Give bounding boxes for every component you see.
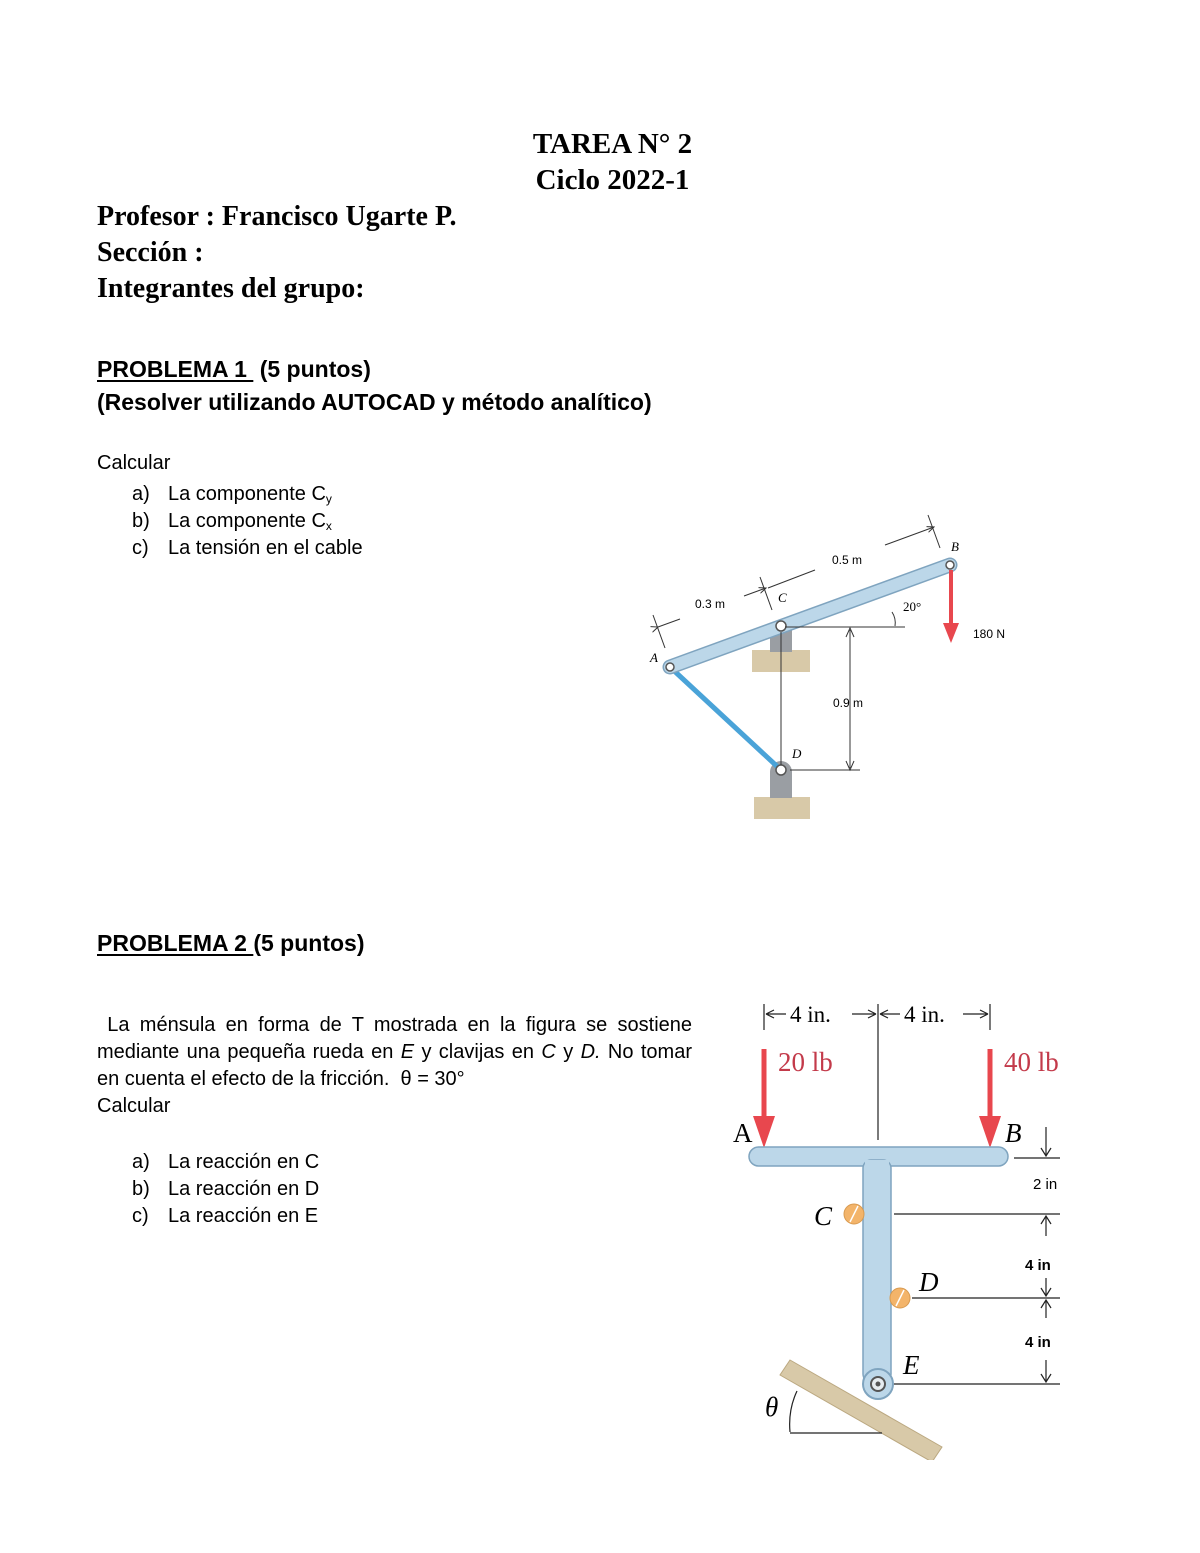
item-label: a) (132, 483, 150, 505)
statement-part: La ménsula en forma de T mostrada en la figura se sostiene mediante una pequeña rueda en (97, 1014, 698, 1063)
force-40-label: 40 lb (1004, 1047, 1059, 1077)
dim-ext-c (760, 577, 772, 610)
document-cycle: Ciclo 2022-1 (535, 164, 690, 196)
dim-e-arrow-down (1041, 1360, 1051, 1382)
item-label: b) (132, 1178, 150, 1200)
problem2-figure (725, 990, 1085, 1460)
dim-right-arrow-l (880, 1010, 900, 1018)
wheel-e-axle (876, 1382, 881, 1387)
point-b-label: B (1005, 1118, 1022, 1148)
point-d-label: D (919, 1267, 939, 1297)
angle-arc (892, 612, 895, 626)
problem1-subheading: (Resolver utilizando AUTOCAD y método analítico) (97, 389, 652, 415)
problem1-figure (640, 505, 1040, 825)
dim-4b-label: 4 in (1025, 1334, 1051, 1351)
force-20-arrowhead (753, 1116, 775, 1148)
item-text: La componente C (168, 483, 326, 505)
problem2-item-b (132, 1176, 319, 1203)
point-c-label: C (778, 590, 787, 605)
problem2-heading-points: (5 puntos) (253, 930, 365, 956)
dim-05-line-right (885, 527, 934, 545)
pin-d (776, 765, 786, 775)
dim-03-line-right (744, 588, 766, 596)
force-40-arrowhead (979, 1116, 1001, 1148)
professor-line: Profesor : Francisco Ugarte P. (97, 201, 457, 232)
pin-b (946, 561, 954, 569)
point-b-label: B (951, 539, 959, 554)
pin-a (666, 663, 674, 671)
theta-arc (790, 1391, 797, 1432)
theta-label: θ (765, 1392, 779, 1422)
item-label: a) (132, 1151, 150, 1173)
item-text: La tensión en el cable (168, 537, 363, 559)
point-a-label: A (733, 1118, 753, 1148)
item-text: La reacción en E (168, 1205, 319, 1227)
item-label: c) (132, 537, 149, 559)
document-title: TAREA N° 2 (532, 128, 693, 160)
dim-2-label: 2 in (1033, 1176, 1058, 1193)
item-text: La reacción en C (168, 1151, 320, 1173)
section-line: Sección : (97, 237, 204, 268)
force-180-arrowhead (943, 623, 959, 643)
problem2-item-c (132, 1203, 318, 1230)
statement-var-c: C (541, 1041, 556, 1063)
problem2-heading-title: PROBLEMA 2 (97, 930, 254, 956)
bracket-stem (863, 1160, 891, 1382)
dim-03-line-left (658, 619, 680, 627)
item-text: La componente C (168, 510, 326, 532)
statement-part: y clavijas en (414, 1041, 542, 1063)
problem1-heading (97, 354, 371, 384)
cable-ad (670, 667, 781, 770)
dim-ext-b (928, 515, 940, 548)
dim-ext-a (653, 615, 665, 648)
angle-label: 20° (903, 599, 922, 614)
dim-c-arrow-up (1041, 1216, 1051, 1236)
force-20-label: 20 lb (778, 1047, 833, 1077)
problem2-item-a (132, 1149, 319, 1176)
problem2-calc: Calcular (97, 1095, 171, 1117)
problem1-heading-points: (5 puntos) (253, 356, 371, 382)
problem2-heading (97, 928, 364, 958)
statement-var-d: D. (580, 1041, 601, 1063)
dim-d-arrow-up (1041, 1300, 1051, 1318)
dim-4a-label: 4 in (1025, 1257, 1051, 1274)
dim-03-label: 0.3 m (695, 597, 726, 611)
point-c-label: C (814, 1201, 833, 1231)
point-e-label: E (903, 1350, 920, 1380)
point-d-label: D (792, 746, 802, 761)
dim-05-line-left (768, 570, 815, 588)
dim-b-arrow-down (1041, 1127, 1051, 1156)
dim-05-label: 0.5 m (832, 553, 863, 567)
problem2-statement (97, 1012, 698, 1120)
force-180-label: 180 N (973, 627, 1006, 641)
pin-c (776, 621, 786, 631)
dim-left-arrow-l (766, 1010, 786, 1018)
statement-part: y (555, 1041, 581, 1063)
statement-part: No tomar en cuenta el efecto de la fricción. θ = 30° (97, 1041, 698, 1090)
item-label: c) (132, 1205, 149, 1227)
item-subscript: x (325, 519, 332, 533)
statement-var-e: E (400, 1041, 415, 1063)
dim-d-arrow-down (1041, 1278, 1051, 1296)
problem1-intro: Calcular (97, 452, 171, 474)
dim-left-arrow-r (852, 1010, 876, 1018)
item-subscript: y (325, 492, 332, 506)
problem1-heading-title: PROBLEMA 1 (97, 356, 254, 382)
problem1-item-c (132, 535, 363, 562)
members-line: Integrantes del grupo: (97, 273, 365, 304)
item-text: La reacción en D (168, 1178, 320, 1200)
dim-right-arrow-r (963, 1010, 988, 1018)
item-label: b) (132, 510, 150, 532)
dim-09-label: 0.9 m (833, 696, 864, 710)
ground-d (754, 797, 810, 819)
point-a-label: A (650, 650, 658, 665)
bracket-joint (865, 1160, 889, 1170)
dim-right-label: 4 in. (904, 1002, 945, 1027)
dim-left-label: 4 in. (790, 1002, 831, 1027)
